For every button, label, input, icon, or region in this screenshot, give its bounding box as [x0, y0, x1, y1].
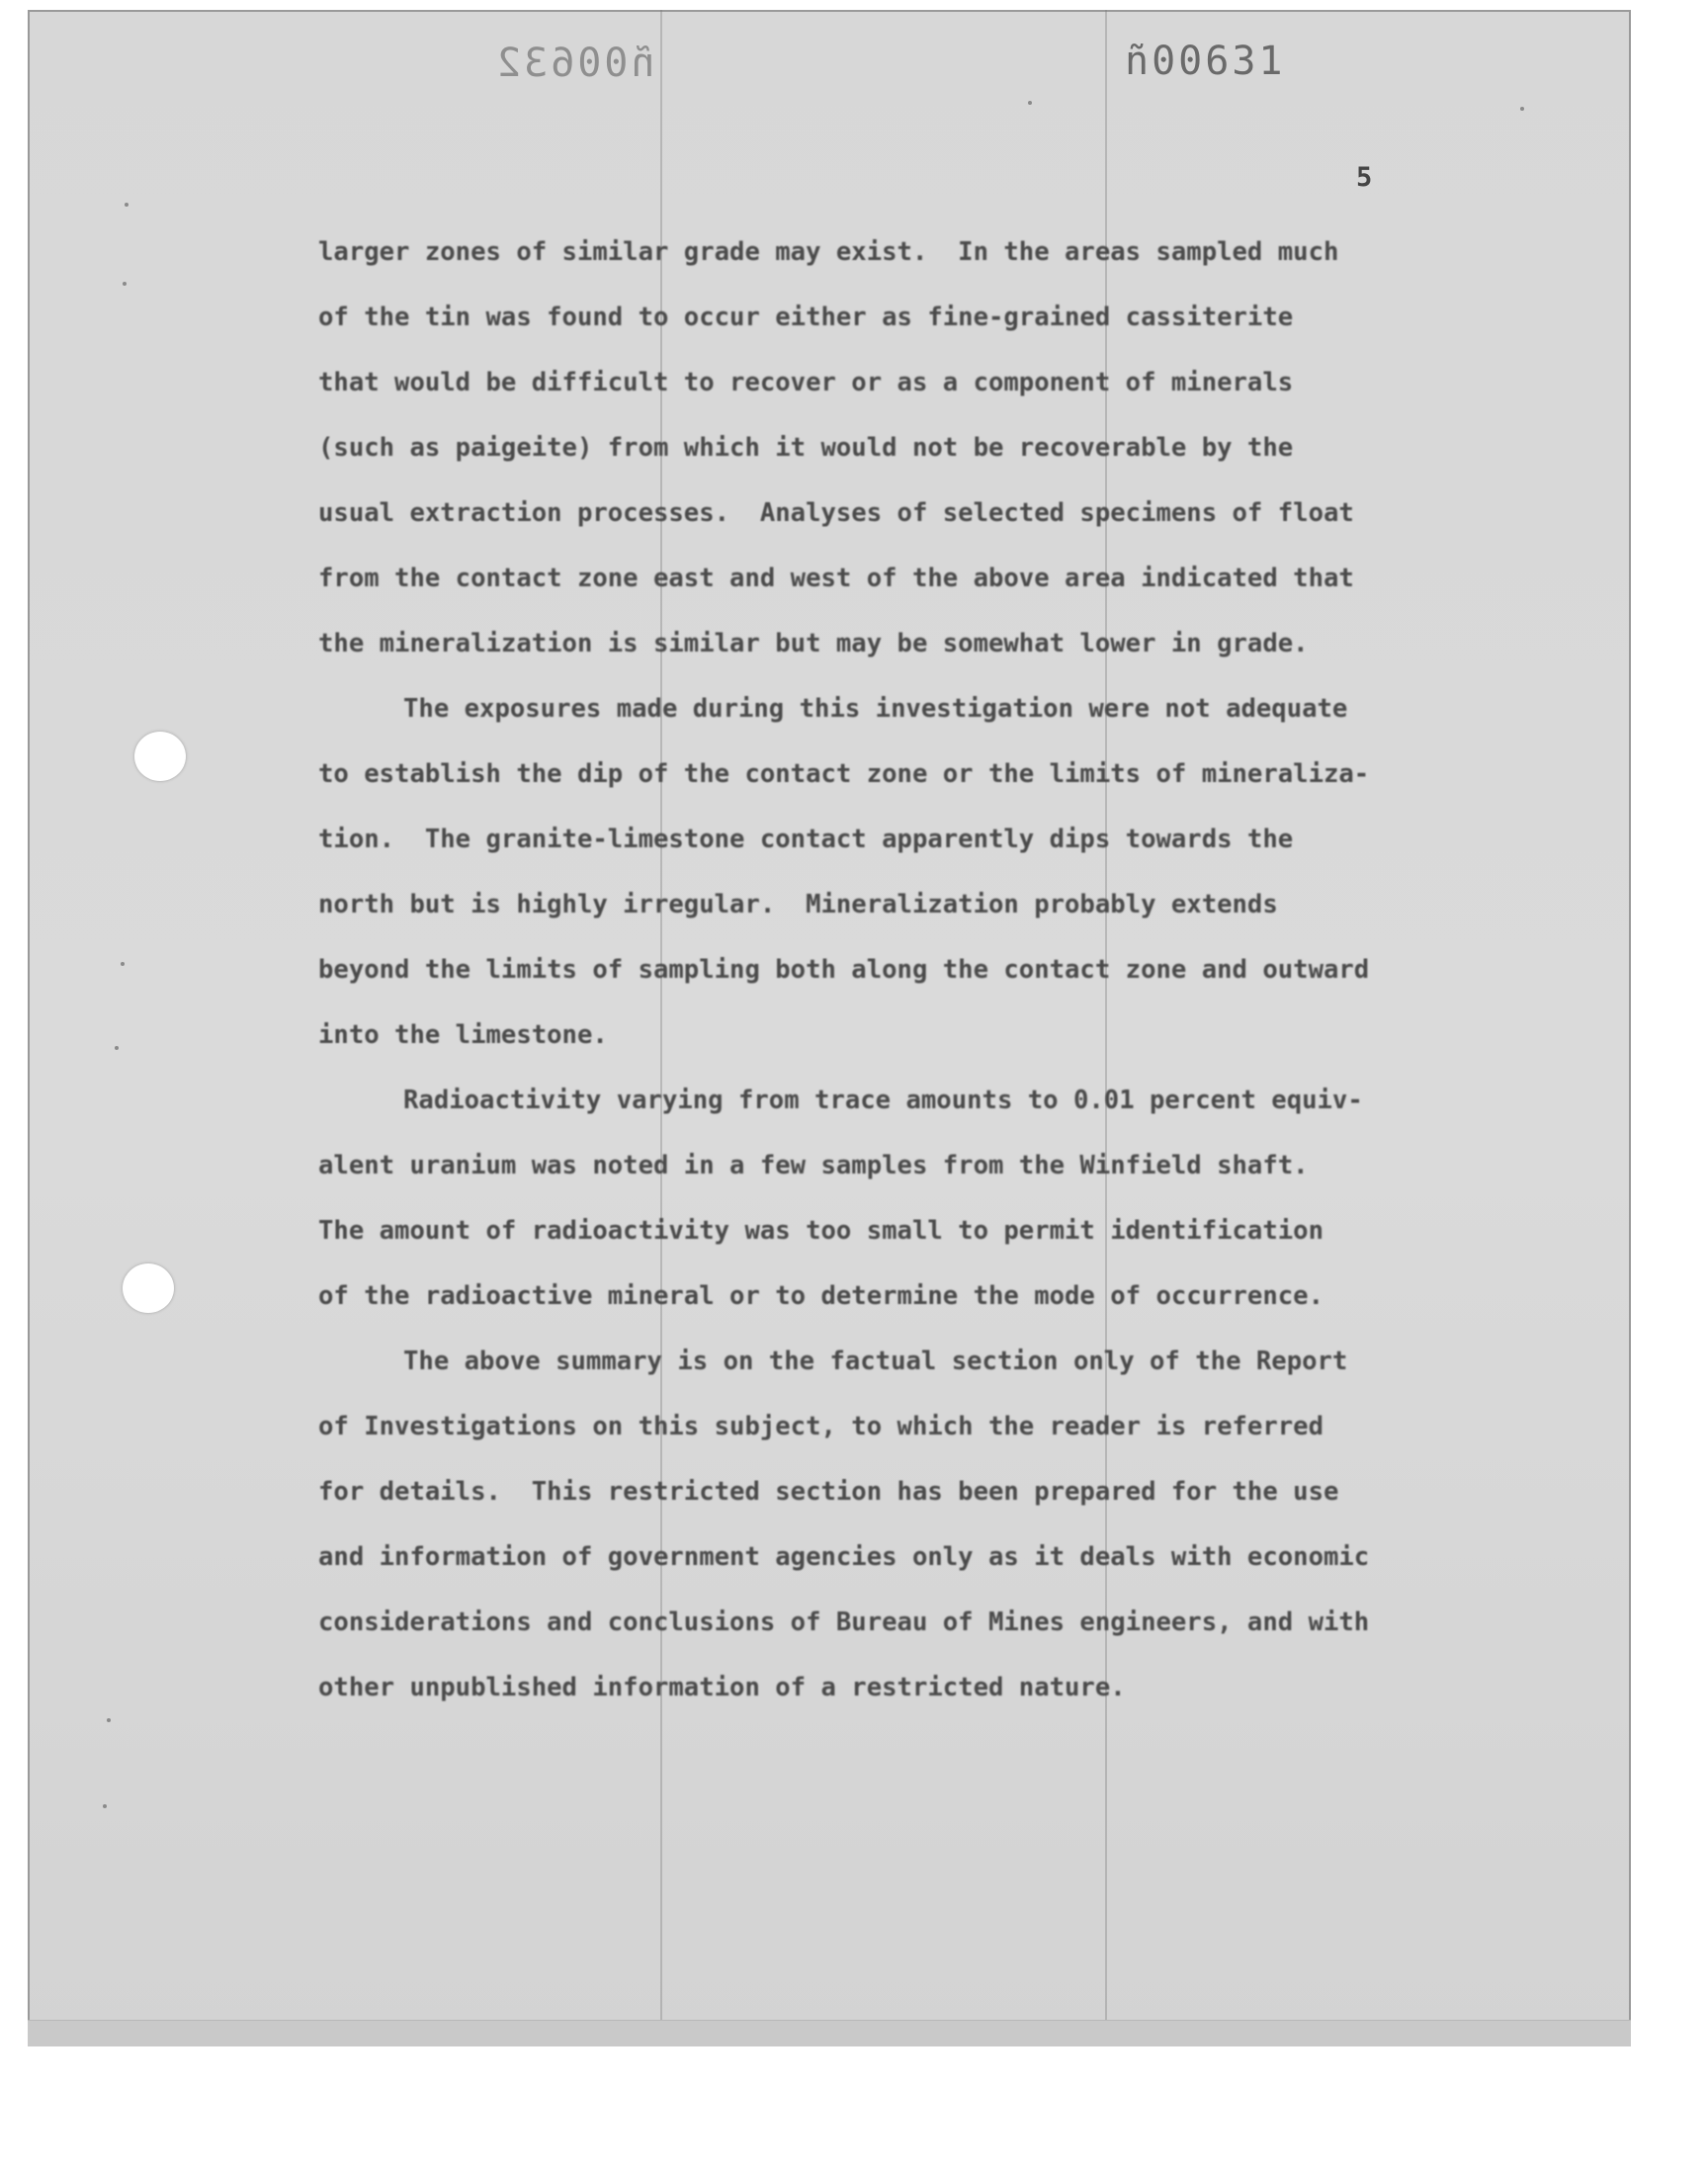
text-line: for details. This restricted section has been prepared for the use — [318, 1477, 1339, 1507]
text-line: of the tin was found to occur either as fine-grained cassiterite — [318, 303, 1294, 332]
text-line: (such as paigeite) from which it would not be recoverable by the — [318, 433, 1294, 463]
text-line: from the contact zone east and west of the above area indicated that — [318, 564, 1354, 593]
page-bottom-edge — [28, 2020, 1631, 2046]
punch-hole — [134, 732, 186, 781]
body-text — [318, 219, 1465, 1720]
scan-speck — [103, 1804, 107, 1808]
scan-speck — [121, 962, 125, 966]
text-line: of Investigations on this subject, to which the reader is referred — [318, 1412, 1324, 1441]
paragraph — [318, 219, 1465, 676]
text-line: to establish the dip of the contact zone or the limits of mineraliza- — [318, 759, 1370, 789]
text-line: tion. The granite-limestone contact apparently dips towards the — [318, 825, 1294, 854]
bleed-through-document-number: ñ00632 — [494, 41, 655, 86]
paragraph — [318, 1329, 1465, 1720]
text-line: The amount of radioactivity was too small to permit identification — [318, 1216, 1324, 1246]
page-number: 5 — [1356, 162, 1373, 193]
scan-speck — [1520, 107, 1524, 111]
text-line: the mineralization is similar but may be somewhat lower in grade. — [318, 629, 1309, 658]
text-line: other unpublished information of a restricted nature. — [318, 1673, 1126, 1702]
text-line: Radioactivity varying from trace amounts to 0.01 percent equiv- — [403, 1086, 1363, 1115]
text-line: usual extraction processes. Analyses of selected specimens of float — [318, 498, 1354, 528]
paragraph — [318, 1068, 1465, 1329]
punch-hole — [123, 1263, 174, 1313]
text-line: larger zones of similar grade may exist. In the areas sampled much — [318, 237, 1339, 267]
text-line: The above summary is on the factual section only of the Report — [403, 1347, 1348, 1376]
text-line: of the radioactive mineral or to determine the mode of occurrence. — [318, 1281, 1324, 1311]
text-line: and information of government agencies only as it deals with economic — [318, 1542, 1370, 1572]
scan-speck — [123, 282, 127, 286]
document-number: ñ00631 — [1125, 39, 1286, 84]
scan-speck — [1028, 101, 1032, 105]
text-line: north but is highly irregular. Mineralization probably extends — [318, 890, 1278, 919]
text-line: beyond the limits of sampling both along the contact zone and outward — [318, 955, 1370, 985]
scan-speck — [107, 1718, 111, 1722]
scan-speck — [125, 203, 128, 207]
text-line: The exposures made during this investigation were not adequate — [403, 694, 1348, 724]
text-line: that would be difficult to recover or as a component of minerals — [318, 368, 1294, 397]
text-line: considerations and conclusions of Bureau of Mines engineers, and with — [318, 1608, 1370, 1637]
text-line: alent uranium was noted in a few samples from the Winfield shaft. — [318, 1151, 1309, 1180]
scan-speck — [115, 1046, 119, 1050]
paragraph — [318, 676, 1465, 1068]
text-line: into the limestone. — [318, 1020, 608, 1050]
